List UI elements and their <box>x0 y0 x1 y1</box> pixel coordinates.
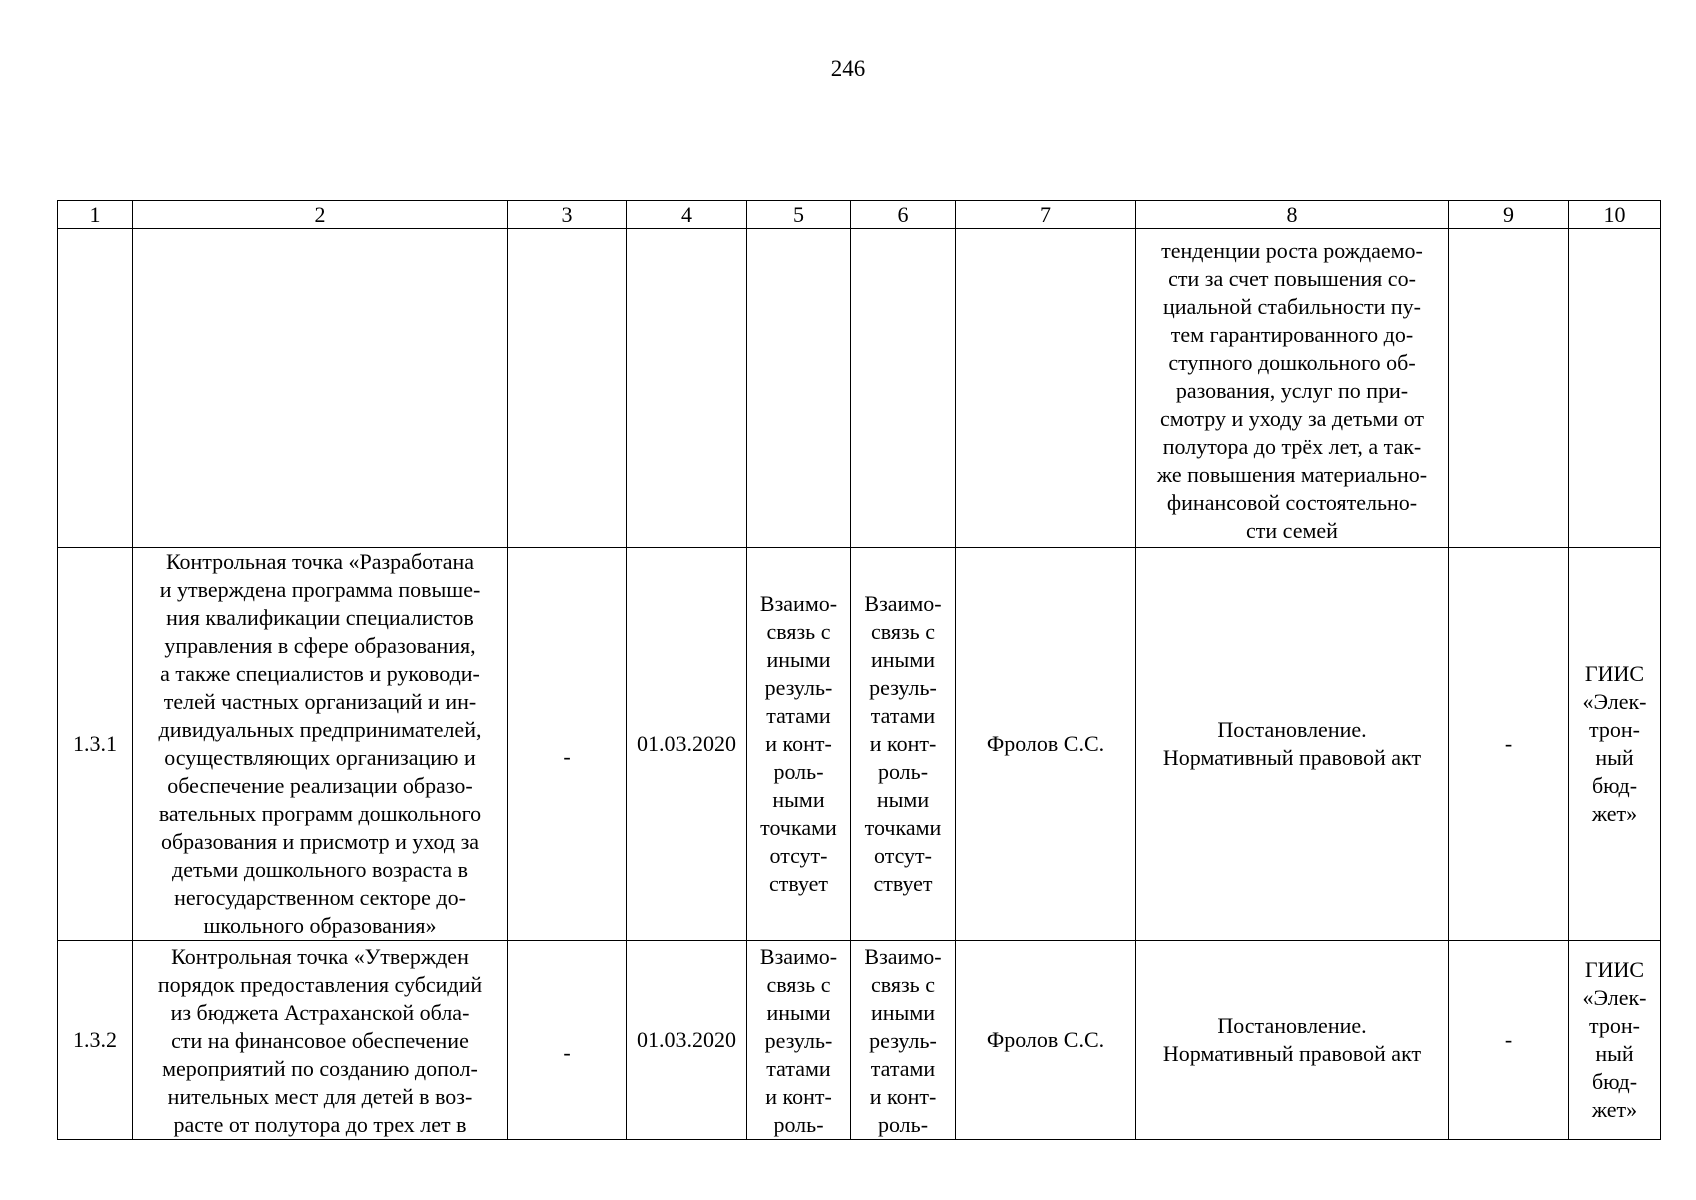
empty-cell <box>851 229 956 548</box>
table-row <box>58 548 1661 941</box>
description-cell <box>133 548 508 941</box>
description-text: Контрольная точка «Утвержден порядок предоставления субсидий из бюджета Астраханской обла- сти на финансовое обеспечение мероприятий по созданию допол- нительных мест для детей в воз- расте от полутора до трех лет в <box>157 944 483 1137</box>
description-text: Контрольная точка «Разработана и утверждена программа повыше- ния квалификации специалистов управления в сфере образования, а также специалистов и руководи- телей частных организаций и ин- дивидуальных предпринимателей, осуществляющих организацию и обеспечение реализации образо- вательных программ дошкольного образования и присмотр и уход за детьми дошкольного возраста в негосударственном секторе до- школьного образования» <box>158 549 482 938</box>
date-cell: 01.03.2020 <box>627 548 747 941</box>
col9-cell: - <box>1449 548 1569 941</box>
responsible-cell: Фролов С.С. <box>956 548 1136 941</box>
empty-cell <box>133 229 508 548</box>
continued-result-cell <box>1136 229 1449 548</box>
column-number-1: 1 <box>58 201 133 229</box>
relation-cell <box>851 548 956 941</box>
empty-cell <box>508 229 627 548</box>
relation-text: Взаимо- связь с иными резуль- татами и конт- роль- <box>759 944 838 1137</box>
col3-cell <box>508 941 627 1140</box>
column-number-3: 3 <box>508 201 627 229</box>
column-number-9: 9 <box>1449 201 1569 229</box>
empty-cell <box>1449 229 1569 548</box>
relation-cell <box>851 941 956 1140</box>
document-text: Постановление. Нормативный правовой акт <box>1162 1013 1422 1066</box>
page-number: 246 <box>830 56 866 81</box>
system-cell <box>1569 941 1661 1140</box>
col3-text: - <box>563 744 571 769</box>
continued-row <box>58 229 1661 548</box>
empty-cell <box>956 229 1136 548</box>
relation-text: Взаимо- связь с иными резуль- татами и конт- роль- ными точками отсут- ствует <box>759 591 838 896</box>
date-cell: 01.03.2020 <box>627 941 747 1140</box>
empty-cell <box>747 229 851 548</box>
column-number-7: 7 <box>956 201 1136 229</box>
row-number: 1.3.1 <box>58 548 133 941</box>
col9-cell: - <box>1449 941 1569 1140</box>
column-number-2: 2 <box>133 201 508 229</box>
responsible-cell: Фролов С.С. <box>956 941 1136 1140</box>
column-number-5: 5 <box>747 201 851 229</box>
relation-text: Взаимо- связь с иными резуль- татами и конт- роль- ными точками отсут- ствует <box>864 591 942 896</box>
col3-text: - <box>563 1040 571 1065</box>
col3-cell <box>508 548 627 941</box>
document-cell <box>1136 941 1449 1140</box>
system-text: ГИИС «Элек- трон- ный бюд- жет» <box>1582 661 1647 826</box>
column-number-4: 4 <box>627 201 747 229</box>
document-cell <box>1136 548 1449 941</box>
table-row <box>58 941 1661 1140</box>
column-number-row <box>58 201 1661 229</box>
system-cell <box>1569 548 1661 941</box>
system-text: ГИИС «Элек- трон- ный бюд- жет» <box>1582 957 1647 1122</box>
column-number-8: 8 <box>1136 201 1449 229</box>
plan-table <box>57 200 1661 1140</box>
empty-cell <box>627 229 747 548</box>
column-number-10: 10 <box>1569 201 1661 229</box>
continued-result-text: тенденции роста рождаемо- сти за счет повышения со- циальной стабильности пу- тем гарантированного до- ступного дошкольного об- разования, услуг по при- смотру и уходу за детьми от полутора до трёх лет, а так- же повышения материально- финансовой состоятельно- сти семей <box>1156 238 1428 543</box>
relation-cell <box>747 941 851 1140</box>
relation-cell <box>747 548 851 941</box>
document-text: Постановление. Нормативный правовой акт <box>1162 717 1422 770</box>
empty-cell <box>1569 229 1661 548</box>
row-number: 1.3.2 <box>58 941 133 1140</box>
empty-cell <box>58 229 133 548</box>
relation-text: Взаимо- связь с иными резуль- татами и конт- роль- <box>864 944 942 1137</box>
column-number-6: 6 <box>851 201 956 229</box>
description-cell <box>133 941 508 1140</box>
